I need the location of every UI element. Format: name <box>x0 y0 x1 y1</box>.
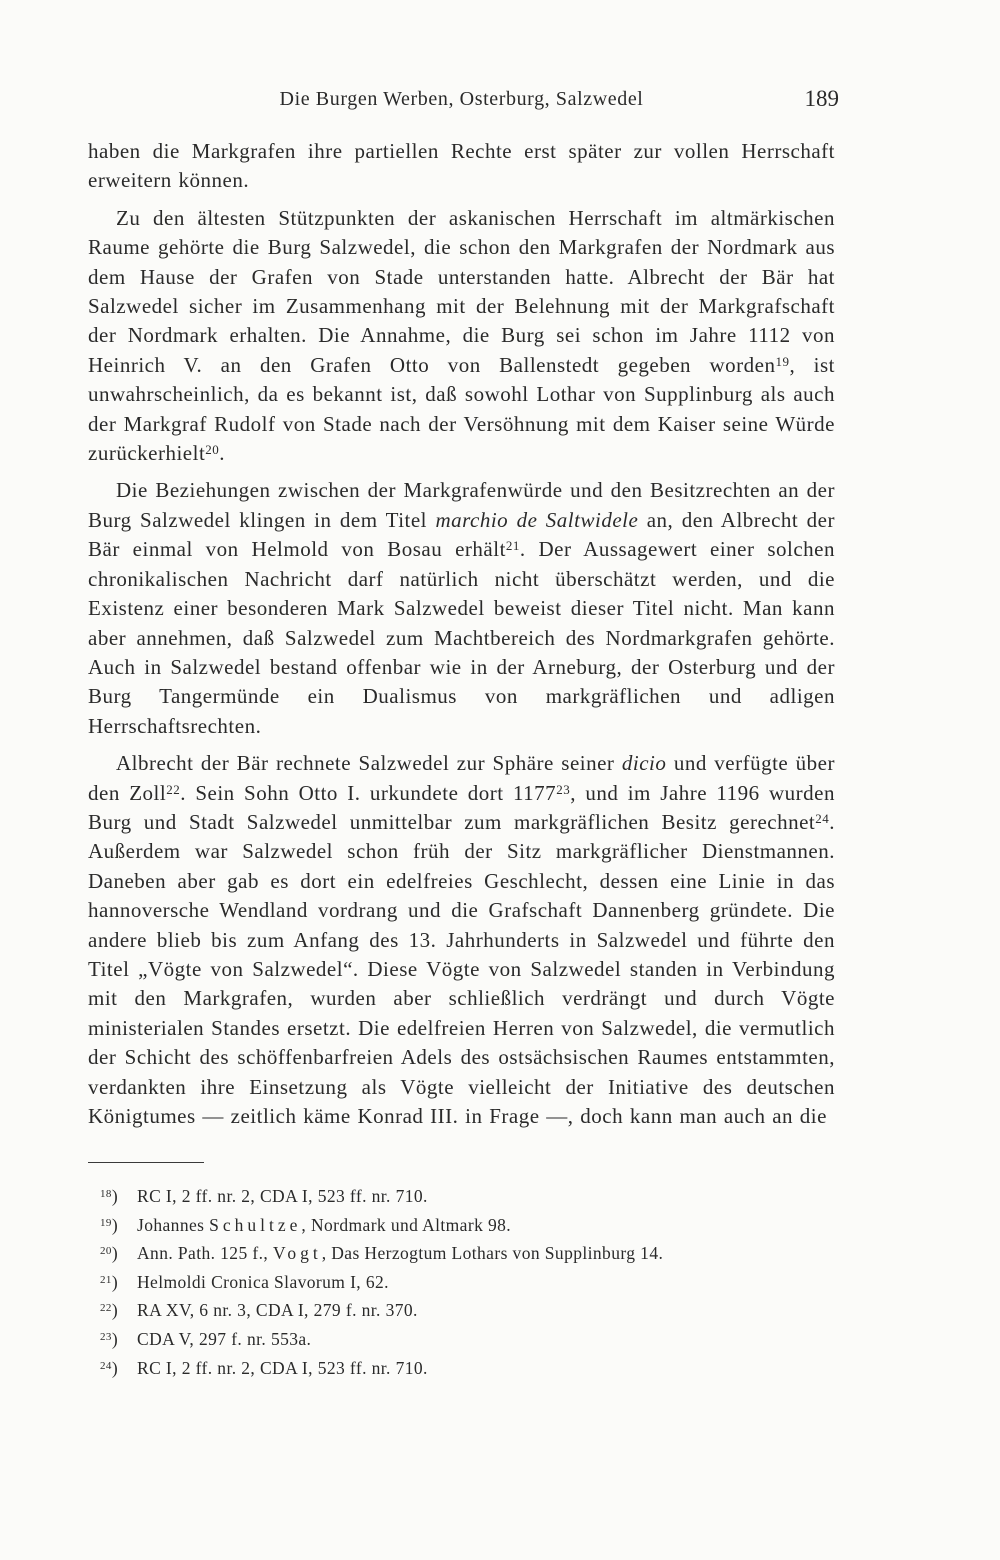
paragraph-text: . Sein Sohn Otto I. urkundete dort 1177 <box>180 780 557 805</box>
footnote-item <box>100 1182 820 1211</box>
footnote-text-part: Johannes <box>137 1214 210 1235</box>
footnote-text <box>137 1268 389 1297</box>
paragraph-text: Albrecht der Bär rechnete Salzwedel zur Sphäre seiner <box>116 751 622 776</box>
paragraph-2 <box>88 204 835 469</box>
footnote-text-part: CDA V, 297 f. nr. 553a. <box>137 1328 312 1349</box>
footnotes <box>100 1182 820 1382</box>
italic-term: marchio de Saltwidele <box>435 507 639 532</box>
footnote-number-value: 24 <box>100 1359 112 1372</box>
footnote-text-part: Ann. Path. 125 f., <box>137 1243 273 1264</box>
paragraph-1 <box>88 137 835 196</box>
footnote-text-part: Helmoldi Cronica Slavorum I, 62. <box>137 1271 389 1292</box>
footnote-item <box>100 1325 820 1354</box>
running-header <box>88 86 839 128</box>
footnote-author: Vogt <box>272 1243 322 1264</box>
paragraph-text: und verfügte über den Zoll <box>88 751 835 805</box>
footnote-text-part: , Das Herzogtum Lothars von Supplinburg 14. <box>321 1243 664 1264</box>
paragraph-text: an, den Albrecht der Bär einmal von Helmold von Bosau erhält <box>88 507 835 562</box>
running-title: Die Burgen Werben, Osterburg, Salzwedel <box>279 88 644 110</box>
footnote-text <box>137 1325 311 1354</box>
footnote-item <box>100 1239 820 1268</box>
paragraph-4 <box>88 749 835 1131</box>
footnote-number: $^{24}$) <box>100 1357 119 1378</box>
footnote-text <box>137 1296 418 1325</box>
footnote-ref[interactable]: 23 <box>556 781 571 797</box>
footnote-number: $^{21}$) <box>100 1271 119 1292</box>
footnote-text-part: RC I, 2 ff. nr. 2, CDA I, 523 ff. nr. 710. <box>137 1186 428 1206</box>
footnote-number-value: 20 <box>100 1245 112 1258</box>
footnote-separator <box>88 1162 204 1163</box>
footnote-text-part: RC I, 2 ff. nr. 2, CDA I, 523 ff. nr. 710. <box>137 1357 428 1378</box>
footnote-ref[interactable]: 24 <box>815 810 830 826</box>
footnote-text <box>137 1211 511 1240</box>
footnote-ref[interactable]: 20 <box>205 442 220 458</box>
footnote-ref[interactable]: 22 <box>166 781 181 797</box>
footnote-number-value: 19 <box>100 1216 112 1229</box>
paragraph-3 <box>88 476 835 741</box>
footnote-ref[interactable]: 21 <box>505 538 520 554</box>
footnote-number: $^{23}$) <box>100 1328 119 1349</box>
footnote-text <box>137 1354 428 1383</box>
main-text <box>88 137 835 1139</box>
footnote-number: $^{19}$) <box>100 1214 119 1235</box>
paragraph-text: . Der Aussagewert einer solchen chronikalischen Nachricht darf natürlich nicht überschätzt werden, und die Existenz einer besonderen Mark Salzwedel beweist dieser Titel nicht. Man kann aber annehmen, daß Salzwedel zum Machtbereich des Nordmarkgrafen gehörte. Auch in Salzwedel bestand offenbar wie in der Arneburg, der Osterburg und der Burg Tangermünde ein Dualismus von markgräflichen und adligen Herrschaftsrechten. <box>88 537 835 738</box>
footnote-author: Schultze <box>209 1214 302 1235</box>
footnote-number: $^{20}$) <box>100 1243 119 1264</box>
paragraph-text: haben die Markgrafen ihre partiellen Rechte erst später zur vollen Herrschaft erweitern können. <box>88 139 835 193</box>
footnote-item <box>100 1354 820 1383</box>
paragraph-text: Die Beziehungen zwischen der Markgrafenwürde und den Besitzrechten an der Burg Salzwedel klingen in dem Titel <box>88 478 835 532</box>
footnote-number: $^{18}$) <box>100 1186 119 1206</box>
footnote-number-value: 22 <box>100 1302 112 1315</box>
footnote-item <box>100 1296 820 1325</box>
footnote-text-part: RA XV, 6 nr. 3, CDA I, 279 f. nr. 370. <box>137 1300 418 1321</box>
paragraph-text: Zu den ältesten Stützpunkten der askanischen Herrschaft im altmärkischen Raume gehörte die Burg Salzwedel, die schon den Markgrafen der Nordmark aus dem Hause der Grafen von Stade unterstanden hatte. Albrecht der Bär hat Salzwedel sicher im Zusammenhang mit der Belehnung mit der Markgrafschaft der Nordmark erhalten. Die Annahme, die Burg sei schon im Jahre 1112 von Heinrich V. an den Grafen Otto von Ballenstedt gegeben worden <box>88 205 835 377</box>
italic-term: dicio <box>621 751 667 776</box>
footnote-text <box>137 1182 428 1211</box>
paragraph-text: , ist unwahrscheinlich, da es bekannt ist, daß sowohl Lothar von Supplinburg als auch der Markgraf Rudolf von Stade nach der Versöhnung mit dem Kaiser seine Würde zurückerhielt <box>88 352 836 466</box>
page-number: 189 <box>804 86 839 111</box>
paragraph-text: , und im Jahre 1196 wurden Burg und Stadt Salzwedel unmittelbar zum markgräflichen Besitz gerechnet <box>88 780 835 834</box>
footnote-item <box>100 1268 820 1297</box>
footnote-text <box>137 1239 663 1268</box>
footnote-number: $^{22}$) <box>100 1300 119 1321</box>
footnote-item <box>100 1211 820 1240</box>
paragraph-text: . <box>219 441 226 466</box>
footnote-number-value: 23 <box>100 1330 112 1343</box>
footnote-text-part: , Nordmark und Altmark 98. <box>301 1214 512 1235</box>
paragraph-text: . Außerdem war Salzwedel schon früh der Sitz markgräflicher Dienstmannen. Daneben aber gab es dort ein edelfreies Geschlecht, dessen eine Linie in das hannoversche Wendland vordrang und die Grafschaft Dannenberg gründete. Die andere blieb bis zum Anfang des 13. Jahrhunderts in Salzwedel und führte den Titel „Vögte von Salzwedel“. Diese Vögte von Salzwedel standen in Verbindung mit den Markgrafen, wurden aber schließlich verdrängt und durch Vögte ministerialen Standes ersetzt. Die edelfreien Herren von Salzwedel, die vermutlich der Schicht des schöffenbarfreien Adels des ostsächsischen Raumes entstammten, verdankten ihre Einsetzung als Vögte vielleicht der Initiative des deutschen Königtumes — zeitlich käme Konrad III. in Frage —, doch kann man auch an die <box>88 809 835 1128</box>
footnote-ref[interactable]: 19 <box>775 353 790 369</box>
footnote-number-value: 21 <box>100 1273 112 1286</box>
footnote-number-value: 18 <box>100 1188 112 1200</box>
